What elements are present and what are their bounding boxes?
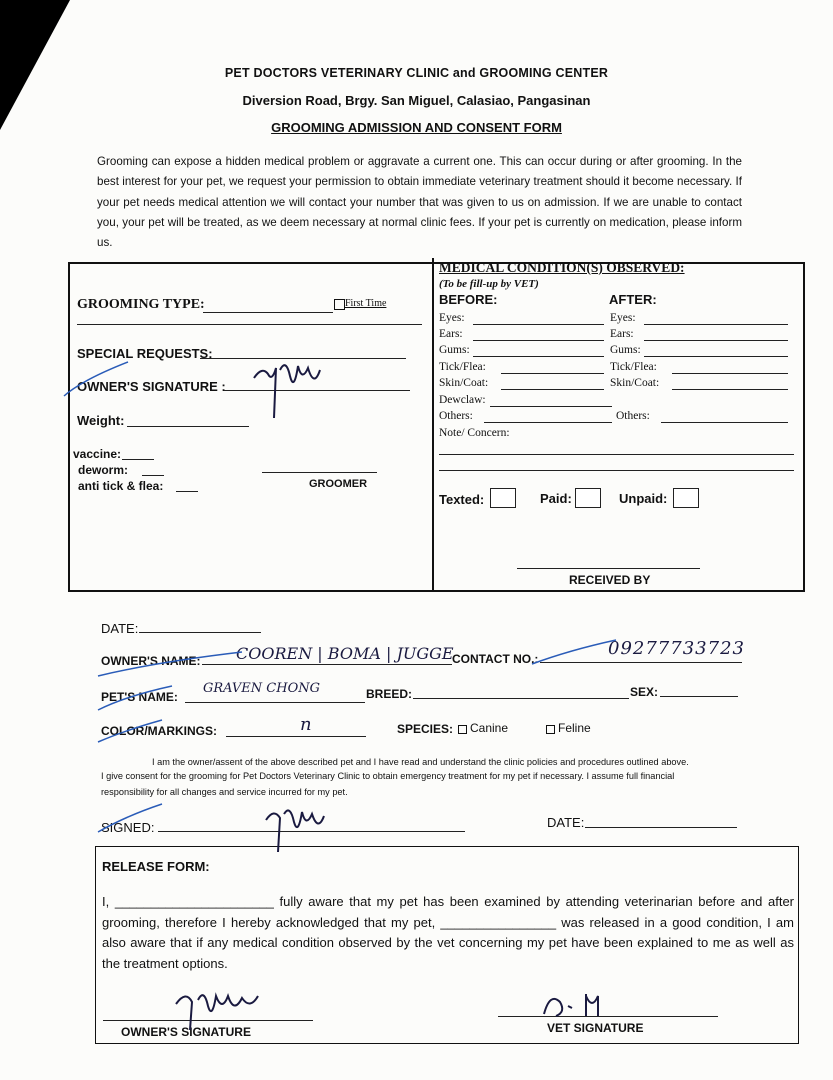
after-condition-label: Others: [616,410,650,422]
groomer-label: GROOMER [309,478,368,490]
after-condition-field[interactable] [661,422,788,423]
contact-checkmark [530,638,620,668]
groomer-signature-line[interactable] [262,472,377,473]
anti-tick-label: anti tick & flea: [78,479,164,493]
date-label: DATE: [101,621,139,636]
pet-name-checkmark [96,684,176,714]
intro-paragraph: Grooming can expose a hidden medical problem or aggravate a current one. This can occur during or after grooming. In the best interest for your pet, we request your permission to obtain immediate veterinary treatment should it become necessary. If your pet needs medical attention we will contact your number that was given to us on admission. If we are unable to contact you, your pet will be treated, as we deem necessary at normal clinic fees. If your pet is currently on medication, please inform us. [97,155,742,250]
color-markings-checkmark [96,716,166,746]
vet-signature-label: VET SIGNATURE [547,1021,644,1035]
canine-label: Canine [470,721,509,735]
before-condition-label: Eyes: [439,312,465,324]
owner-name-handwriting: COOREN | BOMA | JUGGE [236,644,454,663]
clinic-name: PET DOCTORS VETERINARY CLINIC and GROOMING CENTER [224,66,609,80]
box-divider [432,258,434,590]
grooming-type-line-2[interactable] [77,324,422,325]
breed-field[interactable] [413,698,629,699]
breed-label: BREED: [366,687,413,701]
consent-line-3: responsibility for all changes and service incurred for my pet. [101,787,348,797]
before-condition-label: Others: [439,410,473,422]
before-condition-field[interactable] [501,389,604,390]
before-condition-field[interactable] [473,324,604,325]
date2-label: DATE: [547,815,585,830]
release-form-title: RELEASE FORM: [102,859,210,874]
consent-line-2: I give consent for the grooming for Pet Doctors Veterinary Clinic to obtain emergency treatment for my pet if necessary. I assume full financial [101,771,675,781]
owner-signature-label: OWNER'S SIGNATURE : [77,379,226,394]
before-condition-field[interactable] [490,406,612,407]
anti-tick-field[interactable] [176,491,198,492]
pet-name-field[interactable] [185,702,365,703]
special-requests-label: SPECIAL REQUESTS: [77,346,213,361]
before-condition-field[interactable] [484,422,612,423]
after-condition-label: Eyes: [610,312,636,324]
date2-field[interactable] [585,827,737,828]
contact-no-handwriting: 09277733723 [608,638,745,659]
vet-signature-scribble [540,986,610,1022]
vaccine-label: vaccine: [73,447,122,461]
date-field[interactable] [139,632,261,633]
pet-name-label: PET'S NAME: [101,690,178,704]
owner-name-checkmark [96,650,246,680]
weight-field[interactable] [127,426,249,427]
before-condition-label: Dewclaw: [439,394,486,406]
after-condition-field[interactable] [672,373,788,374]
color-markings-handwriting: n [300,714,312,735]
pet-name-handwriting: GRAVEN CHONG [203,681,320,696]
owner-signature-checkmark [62,360,132,400]
grooming-type-field[interactable] [203,312,333,313]
unpaid-checkbox[interactable] [673,488,699,508]
feline-label: Feline [558,721,591,735]
scan-corner-shadow [0,0,70,130]
before-condition-field[interactable] [473,356,604,357]
first-time-checkbox[interactable] [334,299,345,310]
feline-checkbox[interactable] [546,725,555,734]
note-line-1[interactable] [439,454,794,455]
texted-checkbox[interactable] [490,488,516,508]
received-by-label: RECEIVED BY [569,573,651,587]
color-markings-field[interactable] [226,736,366,737]
received-by-line[interactable] [517,568,700,569]
after-condition-field[interactable] [644,340,788,341]
before-condition-field[interactable] [501,373,604,374]
owner-signature-scribble [250,348,330,420]
deworm-field[interactable] [142,475,164,476]
note-line-2[interactable] [439,470,794,471]
before-condition-label: Ears: [439,328,463,340]
sex-field[interactable] [660,696,738,697]
deworm-label: deworm: [78,463,129,477]
after-condition-field[interactable] [672,389,788,390]
before-condition-field[interactable] [473,340,604,341]
vet-fillup-note: (To be fill-up by VET) [439,278,539,290]
medical-condition-title: MEDICAL CONDITION(S) OBSERVED: [439,260,685,275]
contact-no-label: CONTACT NO.: [452,652,539,666]
release-owner-signature-scribble [172,982,262,1032]
weight-label: Weight: [77,413,125,428]
after-condition-label: Gums: [610,344,641,356]
before-label: BEFORE: [439,292,498,307]
before-condition-label: Tick/Flea: [439,361,486,373]
first-time-label: First Time [345,298,387,309]
consent-line-1: I am the owner/assent of the above described pet and I have read and understand the clinic policies and procedures outlined above. [152,757,689,767]
species-label: SPECIES: [397,722,454,736]
owner-name-label: OWNER'S NAME: [101,654,201,668]
release-owner-signature-label: OWNER'S SIGNATURE [121,1025,251,1039]
release-form-text: I, ______________________ fully aware that my pet has been examined by attending veterinarian before and after grooming, therefore I hereby acknowledged that my pet, ________________ was released in a good condition, I am also aware that if any medical condition observed by the vet concerning my pet have been explained to me as well as the treatment options. [102,894,794,971]
before-condition-label: Gums: [439,344,470,356]
after-condition-label: Ears: [610,328,634,340]
after-condition-field[interactable] [644,356,788,357]
after-condition-label: Skin/Coat: [610,377,660,389]
canine-checkbox[interactable] [458,725,467,734]
form-title: GROOMING ADMISSION AND CONSENT FORM [271,120,562,135]
texted-label: Texted: [439,492,485,507]
note-concern-label: Note/ Concern: [439,427,510,439]
signed-label: SIGNED: [101,820,155,835]
unpaid-label: Unpaid: [619,491,668,506]
paid-label: Paid: [540,491,572,506]
after-condition-label: Tick/Flea: [610,361,657,373]
color-markings-label: COLOR/MARKINGS: [101,724,217,738]
vaccine-field[interactable] [122,459,154,460]
paid-checkbox[interactable] [575,488,601,508]
grooming-type-label: GROOMING TYPE: [77,297,205,312]
clinic-address: Diversion Road, Brgy. San Miguel, Calasiao, Pangasinan [242,93,591,108]
signed-signature-scribble [262,800,328,854]
sex-label: SEX: [630,685,659,699]
after-label: AFTER: [609,292,657,307]
after-condition-field[interactable] [644,324,788,325]
signed-checkmark [96,802,166,836]
before-condition-label: Skin/Coat: [439,377,489,389]
